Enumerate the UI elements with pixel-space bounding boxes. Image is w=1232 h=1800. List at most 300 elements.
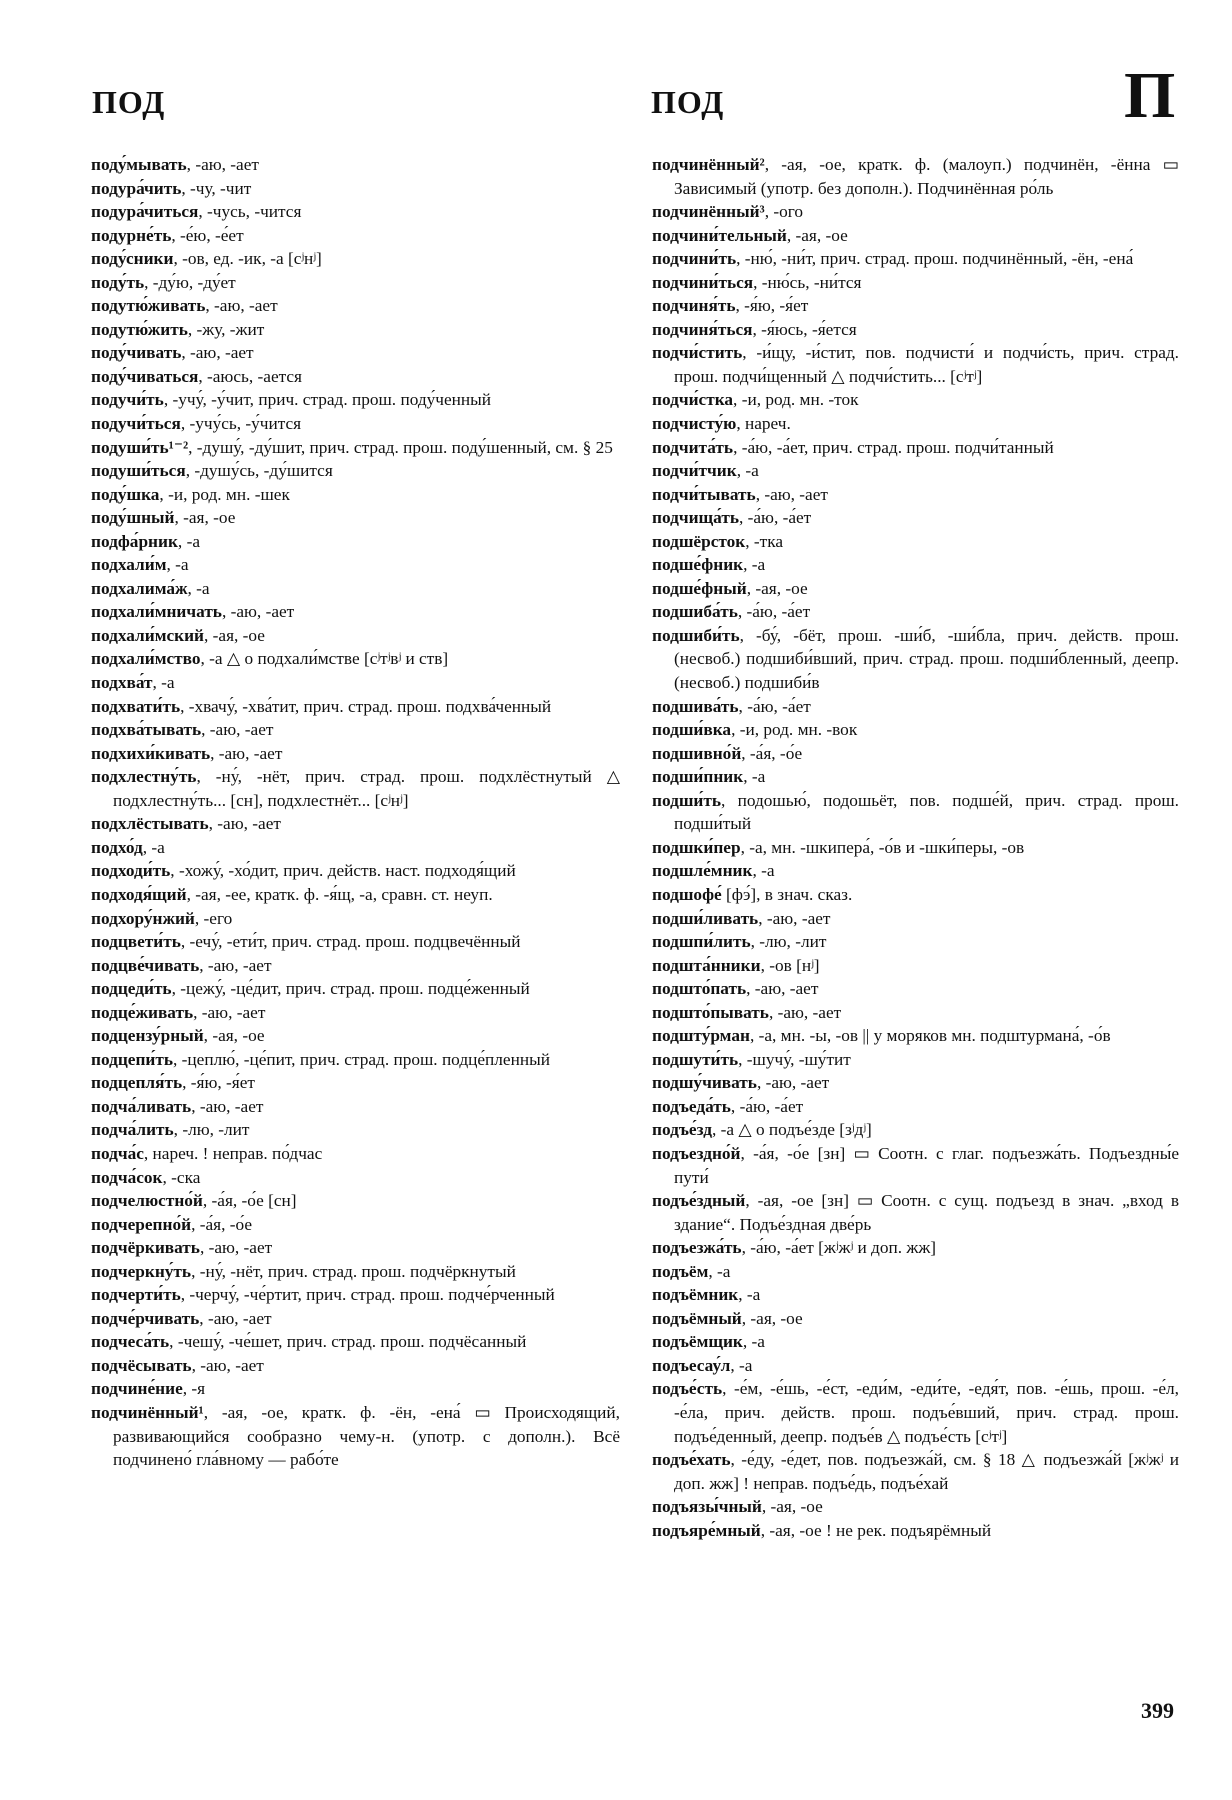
dictionary-entry (91, 812, 620, 836)
entry-body: , -аю, -ает (181, 343, 254, 363)
entry-headword: подхо́д (91, 837, 143, 857)
entry-body: , -ню́, -ни́т, прич. страд. прош. подчинённый, -ён, -ена́ (736, 249, 1134, 269)
dictionary-entry (91, 742, 620, 766)
page-number: 399 (1141, 1698, 1174, 1723)
entry-body: , нареч. ! неправ. по́дчас (143, 1143, 323, 1163)
entry-body: , -а (177, 531, 200, 551)
entry-headword: подхору́нжий (91, 908, 195, 928)
dictionary-entry (91, 718, 620, 742)
entry-body: , -чусь, -чится (198, 202, 302, 222)
entry-headword: подшёрсток (652, 531, 746, 551)
entry-body: , -черчу́, -че́ртит, прич. страд. прош. подче́рченный (180, 1285, 555, 1305)
entry-body: , -лю, -лит (173, 1120, 250, 1140)
dictionary-entry (91, 247, 620, 271)
entry-headword: подча́лить (91, 1120, 174, 1140)
entry-body: , -жу, -жит (187, 319, 265, 339)
dictionary-entry (652, 977, 1179, 1001)
dictionary-entry (652, 318, 1179, 342)
dictionary-entry (91, 436, 620, 460)
entry-headword: подчита́ть (652, 437, 734, 457)
entry-headword: подчи́стить (652, 343, 743, 363)
entry-headword: подъе́зд (652, 1120, 712, 1140)
dictionary-entry (91, 1189, 620, 1213)
running-head-left: ПОД (92, 84, 166, 120)
dictionary-entry (652, 1354, 1179, 1378)
dictionary-entry (91, 224, 620, 248)
dictionary-entry (91, 954, 620, 978)
entry-body: , -ая, -ое (203, 1026, 265, 1046)
dictionary-entry (652, 907, 1179, 931)
entry-headword: подхали́м (91, 555, 167, 575)
dictionary-entry (91, 1024, 620, 1048)
entry-headword: подчиня́ть (652, 296, 736, 316)
entry-body: , -аю, -ает (191, 1355, 264, 1375)
dictionary-entry (91, 177, 620, 201)
right-column (652, 153, 1179, 1542)
entry-headword: подчища́ть (652, 508, 739, 528)
dictionary-entry (652, 1377, 1179, 1448)
entry-headword: подходи́ть (91, 861, 171, 881)
entry-headword: подучи́ть (91, 390, 164, 410)
dictionary-entry (91, 271, 620, 295)
entry-body: , -аю, -ает (755, 484, 828, 504)
entry-headword: подше́фный (652, 578, 747, 598)
entry-body: , -е́ю, -е́ет (171, 225, 244, 245)
dictionary-entry (91, 1236, 620, 1260)
entry-body: , -аю, -ает (746, 979, 819, 999)
entry-headword: подчини́ть (652, 249, 737, 269)
dictionary-entry (652, 224, 1179, 248)
entry-body: , -аю, -ает (208, 814, 281, 834)
entry-headword: подурне́ть (91, 225, 172, 245)
entry-headword: подшто́пать (652, 979, 747, 999)
entry-headword: подши́пник (652, 767, 744, 787)
entry-body: , -а △ о подъе́зде [зʲдʲ] (711, 1120, 872, 1140)
entry-headword: поду́сники (91, 249, 174, 269)
entry-body: , -аю, -ает (758, 908, 831, 928)
entry-body: , -а́ю, -а́ет, прич. страд. прош. подчи́танный (733, 437, 1054, 457)
entry-headword: подъяре́мный (652, 1520, 761, 1540)
dictionary-entry (652, 1330, 1179, 1354)
entry-body: , -ню́сь, -ни́тся (753, 272, 862, 292)
entry-body: , -я́ю, -я́ет (182, 1073, 255, 1093)
entry-body: , -а (152, 673, 175, 693)
entry-headword: подчерти́ть (91, 1285, 181, 1305)
dictionary-entry (91, 977, 620, 1001)
dictionary-entry (91, 553, 620, 577)
entry-headword: подшпи́лить (652, 932, 751, 952)
entry-body: , -хожу́, -хо́дит, прич. действ. наст. подходя́щий (170, 861, 516, 881)
dictionary-entry (652, 247, 1179, 271)
entry-body: , -аю, -ает (186, 155, 259, 174)
entry-headword: подшту́рман (652, 1026, 750, 1046)
entry-body: , -ечу́, -ети́т, прич. страд. прош. подцвечённый (180, 932, 521, 952)
entry-body: , -цежу́, -це́дит, прич. страд. прош. подце́женный (171, 979, 530, 999)
entry-headword: поду́чивать (91, 343, 182, 363)
dictionary-entry (91, 506, 620, 530)
entry-headword: подхва́тывать (91, 720, 202, 740)
entry-headword: подцепи́ть (91, 1049, 174, 1069)
dictionary-entry (652, 1189, 1179, 1236)
entry-headword: подъём (652, 1261, 709, 1281)
entry-headword: подхалима́ж (91, 578, 188, 598)
entry-body: , -хвачу́, -хва́тит, прич. страд. прош. подхва́ченный (180, 696, 552, 716)
dictionary-entry (91, 530, 620, 554)
dictionary-entry (91, 1001, 620, 1025)
dictionary-entry (91, 365, 620, 389)
dictionary-entry (91, 294, 620, 318)
dictionary-entry (652, 1071, 1179, 1095)
dictionary-entry (91, 1142, 620, 1166)
entry-body: , -а △ о подхали́мстве [сʲтʲвʲ и ств] (200, 649, 449, 669)
entry-headword: подутю́живать (91, 296, 206, 316)
dictionary-entry (91, 1213, 620, 1237)
entry-headword: подъеда́ть (652, 1096, 731, 1116)
dictionary-entry (652, 1495, 1179, 1519)
dictionary-entry (652, 294, 1179, 318)
dictionary-entry (91, 671, 620, 695)
dictionary-entry (652, 530, 1179, 554)
entry-body: , -и, род. мн. -ток (733, 390, 859, 410)
entry-body: , -аю, -ает (199, 1238, 273, 1258)
entry-body: , -а (752, 861, 775, 881)
entry-headword: подча́ливать (91, 1096, 192, 1116)
dictionary-entry (652, 1260, 1179, 1284)
entry-body: , -а (142, 837, 165, 857)
entry-headword: подхали́мство (91, 649, 201, 669)
entry-body: , -ая, -ое (786, 225, 848, 245)
dictionary-entry (652, 836, 1179, 860)
entry-body: , -ая, -ое ! не рек. подъярёмный (760, 1520, 992, 1540)
entry-headword: подчелюстно́й (91, 1191, 203, 1211)
entry-headword: подъе́сть (652, 1379, 723, 1399)
dictionary-entry (91, 1377, 620, 1401)
entry-headword: подшиба́ть (652, 602, 738, 622)
entry-body: , -а́ю, -а́ет (737, 602, 811, 622)
dictionary-entry (652, 624, 1179, 695)
entry-headword: подъёмник (652, 1285, 739, 1305)
entry-body: , -а (736, 461, 759, 481)
entry-headword: подхлёстывать (91, 814, 209, 834)
entry-body: , -а (730, 1355, 753, 1375)
left-column (91, 153, 620, 1472)
dictionary-entry (652, 1307, 1179, 1331)
entry-body: [фэ́], в знач. сказ. (721, 884, 853, 904)
entry-headword: подшути́ть (652, 1049, 739, 1069)
entry-headword: подшта́нники (652, 955, 761, 975)
entry-body: , -ов [нʲ] (760, 955, 820, 975)
entry-headword: поду́чиваться (91, 366, 199, 386)
entry-headword: подхва́т (91, 673, 153, 693)
entry-body: , -а, мн. -ы, -ов || у моряков мн. подштурмана́, -о́в (749, 1026, 1111, 1046)
dictionary-entry (91, 341, 620, 365)
dictionary-entry (652, 930, 1179, 954)
entry-headword: подъе́здный (652, 1191, 746, 1211)
dictionary-entry (91, 577, 620, 601)
entry-headword: подчисту́ю (652, 414, 737, 434)
dictionary-entry (91, 1307, 620, 1331)
entry-headword: подшива́ть (652, 696, 739, 716)
entry-headword: подцвети́ть (91, 932, 181, 952)
dictionary-entry (652, 459, 1179, 483)
entry-body: , -душу́, -ду́шит, прич. страд. прош. поду́шенный, см. § 25 (188, 437, 613, 457)
entry-body: , -аю, -ает (201, 720, 274, 740)
dictionary-entry (91, 765, 620, 812)
entry-body: , -е́м, -е́шь, -е́ст, -еди́м, -еди́те, -едя́т, пов. -е́шь, прош. -е́л, -е́ла, прич. действ. прош. подъе́вший, прич. страд. прош. подъе́денный, деепр. подъе́в △ подъе́сть [сʲтʲ] (674, 1379, 1179, 1446)
entry-headword: подчинённый³ (652, 202, 765, 222)
entry-headword: подцве́чивать (91, 955, 200, 975)
entry-body: , -аю, -ает (205, 296, 278, 316)
entry-body: , -чу, -чит (181, 178, 252, 198)
dictionary-entry (652, 954, 1179, 978)
dictionary-entry (652, 1118, 1179, 1142)
entry-headword: подура́читься (91, 202, 199, 222)
dictionary-entry (91, 1401, 620, 1472)
dictionary-entry (91, 600, 620, 624)
entry-headword: подцензу́рный (91, 1026, 204, 1046)
entry-headword: подши́ть (652, 790, 722, 810)
dictionary-entry (91, 318, 620, 342)
entry-body: , -ая, -ое (174, 508, 236, 528)
entry-body: , подошью́, подошьёт, пов. подше́й, прич. страд. прош. подши́тый (674, 790, 1179, 834)
entry-headword: подуши́ться (91, 461, 186, 481)
entry-headword: подчинённый² (652, 155, 765, 174)
entry-body: , -ая, -ое (761, 1497, 823, 1517)
entry-body: , -учу́, -у́чит, прич. страд. прош. поду́ченный (163, 390, 491, 410)
entry-headword: подшу́чивать (652, 1073, 757, 1093)
entry-headword: подчинённый¹ (91, 1402, 204, 1422)
entry-body: , -ска (162, 1167, 201, 1187)
entry-body: , -а́я, -о́е (741, 743, 803, 763)
entry-body: , -аю, -ает (756, 1073, 830, 1093)
dictionary-entry (91, 200, 620, 224)
entry-body: , -а (166, 555, 189, 575)
dictionary-entry (652, 412, 1179, 436)
dictionary-entry (91, 859, 620, 883)
entry-headword: подъёмщик (652, 1332, 743, 1352)
entry-headword: подхвати́ть (91, 696, 181, 716)
dictionary-entry (91, 1118, 620, 1142)
dictionary-entry (91, 1166, 620, 1190)
entry-body: , -ая, -ое [зн] ▭ Соотн. с сущ. подъезд в знач. „вход в здание“. Подъе́здная две́рь (674, 1191, 1179, 1234)
entry-headword: подшле́мник (652, 861, 753, 881)
entry-body: , -а (743, 555, 766, 575)
dictionary-entry (652, 883, 1179, 907)
entry-body: , -аю, -ает (193, 1002, 266, 1022)
entry-body: , -ну́, -нёт, прич. страд. прош. подхлёстнутый △ подхлестну́ть... [сн], подхлестнёт... [сʲнʲ] (113, 767, 620, 810)
dictionary-entry (652, 388, 1179, 412)
dictionary-entry (91, 459, 620, 483)
dictionary-entry (91, 930, 620, 954)
entry-body: , -чешу́, -че́шет, прич. страд. прош. подчёсанный (169, 1332, 527, 1352)
dictionary-entry (652, 553, 1179, 577)
entry-body: , -аю, -ает (768, 1002, 842, 1022)
entry-body: , -душу́сь, -ду́шится (185, 461, 333, 481)
entry-headword: подшивно́й (652, 743, 742, 763)
entry-headword: подшиби́ть (652, 625, 740, 645)
entry-body: , -аю, -ает (199, 955, 272, 975)
entry-body: , -а, мн. -шкипера́, -о́в и -шки́перы, -ов (740, 837, 1025, 857)
entry-body: , -ов, ед. -ик, -а [сʲнʲ] (173, 249, 322, 269)
entry-body: , -а (742, 1332, 765, 1352)
entry-body: , -аю, -ает (210, 743, 283, 763)
dictionary-entry (91, 624, 620, 648)
entry-body: , -цеплю́, -це́пит, прич. страд. прош. подце́пленный (173, 1049, 550, 1069)
entry-body: , -а́я, -о́е [зн] ▭ Соотн. с глаг. подъезжа́ть. Подъездны́е пути́ (674, 1143, 1179, 1187)
entry-body: , -е́ду, -е́дет, пов. подъезжа́й, см. § 18 △ подъезжа́й [жʲжʲ и доп. жж] ! неправ. подъе́дь, подъе́хай (674, 1450, 1179, 1493)
entry-body: , -аю, -ает (199, 1308, 272, 1328)
entry-headword: подъесау́л (652, 1355, 731, 1375)
dictionary-entry (652, 483, 1179, 507)
entry-body: , -а́ю, -а́ет (738, 508, 812, 528)
entry-headword: подхали́мничать (91, 602, 222, 622)
dictionary-entry (652, 1519, 1179, 1543)
entry-headword: подчерепно́й (91, 1214, 192, 1234)
dictionary-entry (91, 836, 620, 860)
entry-body: , -а (187, 578, 210, 598)
dictionary-entry (652, 695, 1179, 719)
dictionary-entry (652, 271, 1179, 295)
dictionary-entry (91, 907, 620, 931)
entry-body: , -ая, -ее, кратк. ф. -я́щ, -а, сравн. ст. неуп. (186, 884, 493, 904)
entry-body: , -я́юсь, -я́ется (752, 319, 857, 339)
dictionary-entry (91, 1071, 620, 1095)
entry-body: , -шучу́, -шу́тит (738, 1049, 851, 1069)
entry-headword: подъе́хать (652, 1450, 731, 1470)
entry-body: , -и, род. мн. -шек (159, 484, 290, 504)
dictionary-entry (652, 765, 1179, 789)
entry-headword: подшофе́ (652, 884, 722, 904)
dictionary-entry (91, 412, 620, 436)
entry-headword: поду́шный (91, 508, 175, 528)
entry-body: , -ая, -ое, кратк. ф. -ён, -ена́ ▭ Происходящий, развивающийся сообразно чему-н. (употр. с дополн.). Всё подчинено́ гла́вному — рабо́те (113, 1402, 620, 1470)
entry-headword: подчини́ться (652, 272, 754, 292)
entry-headword: подчи́стка (652, 390, 734, 410)
entry-headword: подхихи́кивать (91, 743, 211, 763)
entry-headword: подуши́ть¹⁻² (91, 437, 189, 457)
entry-headword: подчиня́ться (652, 319, 753, 339)
entry-body: , нареч. (736, 414, 791, 434)
dictionary-entry (652, 1095, 1179, 1119)
entry-headword: подце́живать (91, 1002, 194, 1022)
entry-headword: поду́шка (91, 484, 160, 504)
entry-headword: подцепля́ть (91, 1073, 183, 1093)
entry-headword: подхали́мский (91, 625, 205, 645)
entry-headword: подъездно́й (652, 1143, 741, 1163)
entry-body: , -тка (745, 531, 784, 551)
dictionary-entry (652, 506, 1179, 530)
entry-headword: подчеса́ть (91, 1332, 170, 1352)
entry-headword: подча́сок (91, 1167, 163, 1187)
entry-body: , -а́ю, -а́ет (730, 1096, 804, 1116)
dictionary-entry (652, 1001, 1179, 1025)
entry-body: , -а́ю, -а́ет [жʲжʲ и доп. жж] (741, 1238, 937, 1258)
entry-body: , -аюсь, -ается (198, 366, 303, 386)
entry-body: , -а́ю, -а́ет (738, 696, 811, 716)
entry-body: , -аю, -ает (191, 1096, 264, 1116)
entry-body: , -и, род. мн. -вок (731, 720, 858, 740)
dictionary-entry (652, 859, 1179, 883)
dictionary-entry (652, 742, 1179, 766)
entry-body: , -аю, -ает (221, 602, 295, 622)
entry-headword: подча́с (91, 1143, 144, 1163)
entry-headword: подшто́пывать (652, 1002, 769, 1022)
entry-body: , -его (194, 908, 233, 928)
entry-headword: подшки́пер (652, 837, 741, 857)
dictionary-entry (91, 388, 620, 412)
dictionary-entry (652, 200, 1179, 224)
entry-body: , -ого (764, 202, 804, 222)
entry-headword: подфа́рник (91, 531, 178, 551)
dictionary-entry (652, 1142, 1179, 1189)
section-letter: П (1124, 59, 1176, 132)
entry-body: , -а (743, 767, 766, 787)
entry-headword: подцеди́ть (91, 979, 172, 999)
entry-headword: поду́мывать (91, 155, 187, 174)
entry-body: , -я (182, 1379, 206, 1399)
dictionary-entry (652, 600, 1179, 624)
dictionary-entry (91, 1048, 620, 1072)
dictionary-entry (91, 883, 620, 907)
entry-body: , -учу́сь, -у́чится (180, 414, 302, 434)
entry-headword: подутю́жить (91, 319, 188, 339)
entry-headword: подчине́ние (91, 1379, 183, 1399)
dictionary-entry (652, 1448, 1179, 1495)
entry-body: , -лю, -лит (750, 932, 827, 952)
dictionary-entry (91, 1354, 620, 1378)
entry-body: , -ая, -ое (741, 1308, 803, 1328)
entry-body: , -ну́, -нёт, прич. страд. прош. подчёркнутый (191, 1261, 516, 1281)
dictionary-entry (91, 647, 620, 671)
dictionary-entry (91, 1095, 620, 1119)
dictionary-entry (652, 153, 1179, 200)
dictionary-entry (91, 153, 620, 177)
entry-headword: подчеркну́ть (91, 1261, 192, 1281)
entry-body: , -ая, -ое (204, 625, 265, 645)
dictionary-entry (652, 1236, 1179, 1260)
entry-headword: подши́ливать (652, 908, 759, 928)
entry-headword: подучи́ться (91, 414, 181, 434)
entry-headword: подше́фник (652, 555, 744, 575)
entry-headword: подъязы́чный (652, 1497, 762, 1517)
entry-headword: поду́ть (91, 272, 145, 292)
dictionary-entry (91, 1260, 620, 1284)
entry-body: , -а (738, 1285, 761, 1305)
entry-headword: подчини́тельный (652, 225, 787, 245)
entry-body: , -ду́ю, -ду́ет (144, 272, 236, 292)
entry-body: , -бу́, -бёт, прош. -ши́б, -ши́бла, прич. действ. прош. (несвоб.) подшиби́вший, прич. страд. прош. подши́бленный, деепр. (несвоб.) подшиби́в (674, 625, 1179, 693)
entry-headword: подчёркивать (91, 1238, 200, 1258)
entry-headword: подчи́тывать (652, 484, 756, 504)
entry-body: , -а́я, -о́е [сн] (202, 1191, 297, 1211)
dictionary-entry (91, 483, 620, 507)
entry-headword: подходя́щий (91, 884, 187, 904)
entry-body: , -а (708, 1261, 731, 1281)
dictionary-entry (91, 695, 620, 719)
dictionary-entry (91, 1283, 620, 1307)
dictionary-entry (652, 436, 1179, 460)
entry-headword: подъезжа́ть (652, 1238, 742, 1258)
entry-headword: подче́рчивать (91, 1308, 200, 1328)
dictionary-entry (652, 1283, 1179, 1307)
entry-headword: подчёсывать (91, 1355, 192, 1375)
entry-body: , -а́я, -о́е (191, 1214, 252, 1234)
entry-headword: подши́вка (652, 720, 732, 740)
dictionary-entry (91, 1330, 620, 1354)
entry-headword: подчи́тчик (652, 461, 737, 481)
entry-body: , -и́щу, -и́стит, пов. подчисти́ и подчи́сть, прич. страд. прош. подчи́щенный △ подчи́стить... [сʲтʲ] (674, 343, 1179, 386)
entry-body: , -я́ю, -я́ет (735, 296, 809, 316)
